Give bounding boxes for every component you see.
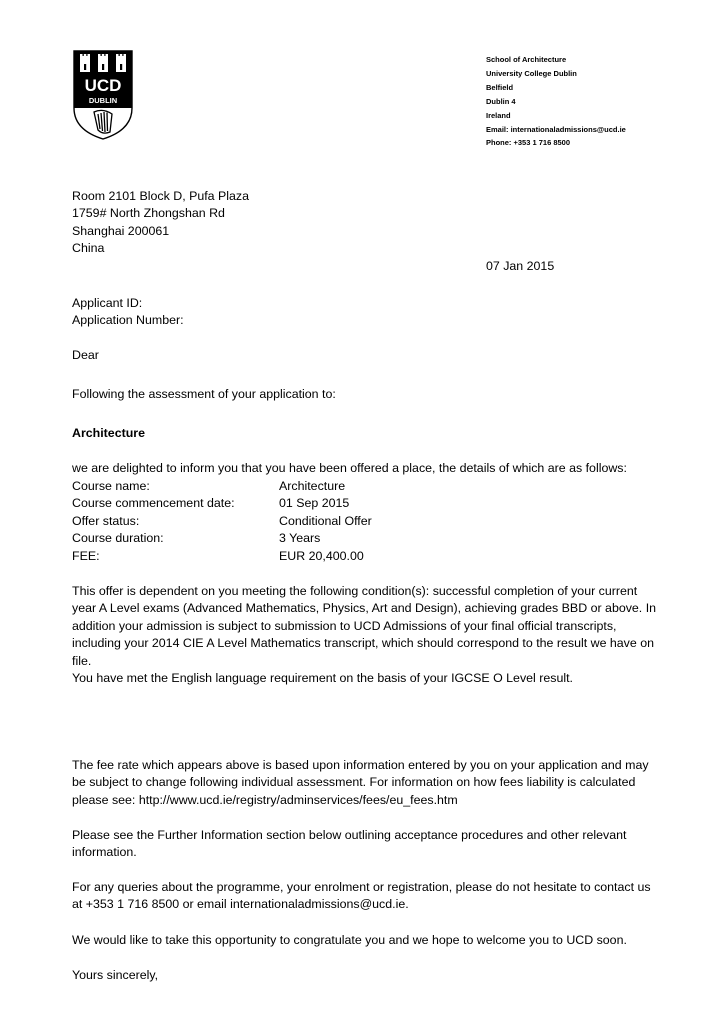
sender-phone: Phone: +353 1 716 8500 <box>486 138 571 148</box>
ucd-logo <box>72 50 134 140</box>
queries-paragraph <box>72 879 662 914</box>
sender-line: Belfield <box>486 82 514 92</box>
paragraph-line: addition your admission is subject to submission to UCD Admissions of your final official transcripts, <box>72 618 617 633</box>
applicant-identifiers <box>72 295 184 330</box>
sender-line: Ireland <box>486 110 511 120</box>
letter-date: 07 Jan 2015 <box>486 259 555 273</box>
paragraph-line: file. <box>72 653 92 668</box>
sign-off: Yours sincerely, <box>72 968 159 982</box>
paragraph-line: Please see the Further Information section below outlining acceptance procedures and other relevant <box>72 828 627 842</box>
paragraph-line: please see: http://www.ucd.ie/registry/adminservices/fees/eu_fees.htm <box>72 792 458 807</box>
detail-value: Conditional Offer <box>279 513 372 528</box>
offer-intro-text: we are delighted to inform you that you have been offered a place, the details of which are as follows: <box>72 461 627 475</box>
paragraph-line: at +353 1 716 8500 or email internationaladmissions@ucd.ie. <box>72 897 409 912</box>
detail-label: FEE: <box>72 548 100 563</box>
paragraph-line: You have met the English language requirement on the basis of your IGCSE O Level result. <box>72 671 573 686</box>
sender-email: Email: internationaladmissions@ucd.ie <box>486 124 626 134</box>
recipient-line: Shanghai 200061 <box>72 223 170 238</box>
recipient-line: 1759# North Zhongshan Rd <box>72 206 225 221</box>
detail-value: 01 Sep 2015 <box>279 496 350 511</box>
salutation: Dear <box>72 348 99 362</box>
sender-line: Dublin 4 <box>486 96 516 106</box>
sender-line: School of Architecture <box>486 55 567 64</box>
further-info-paragraph <box>72 827 662 862</box>
logo-dublin-text: DUBLIN <box>88 96 118 105</box>
ucd-crest-icon <box>72 50 134 140</box>
paragraph-line: be subject to change following individual assessment. For information on how fees liability is calculated <box>72 775 636 790</box>
intro-text: Following the assessment of your application to: <box>72 387 336 401</box>
paragraph-line: This offer is dependent on you meeting the following condition(s): successful completion of your current <box>72 584 638 598</box>
paragraph-line: For any queries about the programme, your enrolment or registration, please do not hesitate to contact us <box>72 880 651 894</box>
paragraph-line: information. <box>72 845 137 860</box>
recipient-address <box>72 188 249 258</box>
detail-value: EUR 20,400.00 <box>279 548 364 563</box>
paragraph-line: including your 2014 CIE A Level Mathematics transcript, which should correspond to the result we have on <box>72 636 654 651</box>
sender-line: University College Dublin <box>486 68 577 78</box>
detail-label: Course name: <box>72 479 150 493</box>
detail-value: 3 Years <box>279 531 321 546</box>
condition-paragraph <box>72 583 662 687</box>
application-number-label: Application Number: <box>72 313 184 328</box>
programme-title: Architecture <box>72 426 145 440</box>
paragraph-line: year A Level exams (Advanced Mathematics, Physics, Art and Design), achieving grades BBD or above. In <box>72 601 657 616</box>
fee-paragraph <box>72 757 662 809</box>
detail-label: Offer status: <box>72 513 140 528</box>
sender-address <box>486 53 626 150</box>
paragraph-line: The fee rate which appears above is based upon information entered by you on your application and may <box>72 758 649 772</box>
detail-label: Course commencement date: <box>72 496 235 511</box>
detail-value: Architecture <box>279 479 346 493</box>
detail-label: Course duration: <box>72 531 164 546</box>
congratulation-text: We would like to take this opportunity to congratulate you and we hope to welcome you to UCD soon. <box>72 933 627 947</box>
recipient-line: China <box>72 241 105 256</box>
recipient-line: Room 2101 Block D, Pufa Plaza <box>72 189 250 203</box>
applicant-id-label: Applicant ID: <box>72 296 143 310</box>
logo-ucd-text: UCD <box>84 76 122 95</box>
